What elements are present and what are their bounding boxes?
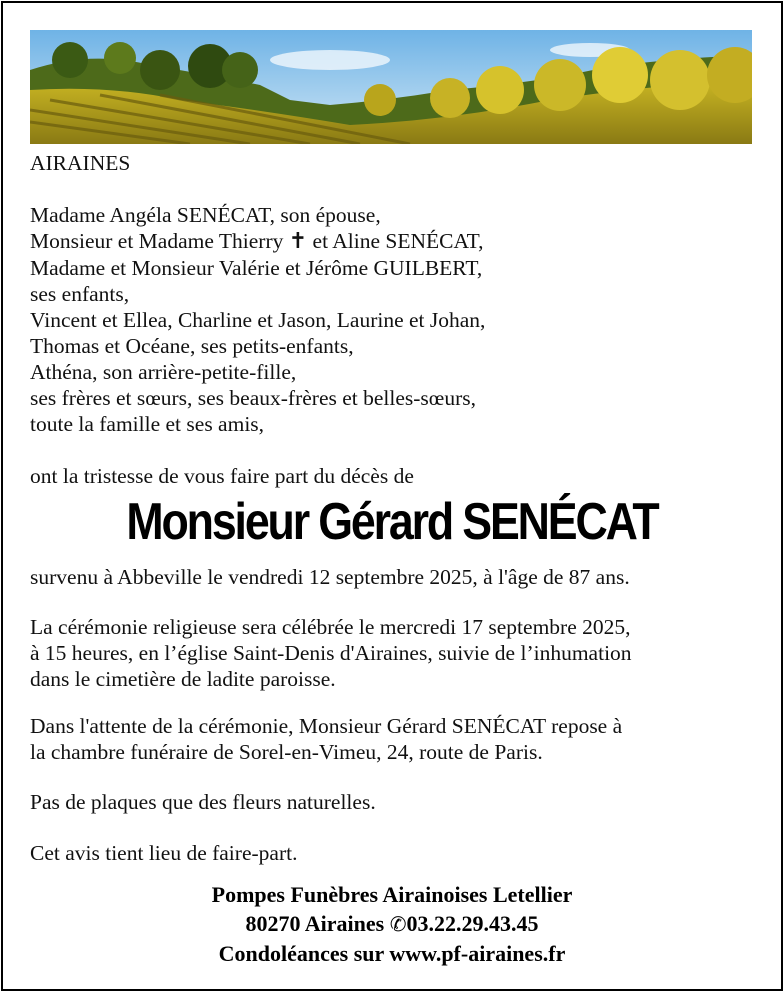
rest-line: la chambre funéraire de Sorel-en-Vimeu, 24, route de Paris. [30,740,543,764]
announcement-intro: ont la tristesse de vous faire part du décès de [30,464,414,488]
rest-line: Dans l'attente de la cérémonie, Monsieur Gérard SENÉCAT repose à [30,714,623,738]
condolences-link[interactable]: Condoléances sur www.pf-airaines.fr [218,941,566,966]
phone-number[interactable]: 03.22.29.43.45 [406,911,539,936]
postal-address: 80270 Airaines [245,911,385,936]
cross-icon: ✝ [288,229,308,254]
announcement-body [30,150,760,489]
company-name: Pompes Funèbres Airainoises Letellier [211,882,573,907]
rest-location [30,713,760,765]
town-name: AIRAINES [30,151,131,175]
funeral-home-footer [0,880,784,968]
ceremony-line: à 15 heures, en l’église Saint-Denis d'Airaines, suivie de l’inhumation [30,641,632,665]
ceremony-details [30,614,760,692]
ceremony-line: La cérémonie religieuse sera célébrée le mercredi 17 septembre 2025, [30,615,631,639]
deceased-name: Monsieur Gérard SENÉCAT [126,493,658,551]
family-line: ses frères et sœurs, ses beaux-frères et belles-sœurs, [30,386,476,410]
address-phone [0,909,784,939]
notice-note: Cet avis tient lieu de faire-part. [30,841,298,865]
vineyard-landscape-image [30,30,752,144]
family-line: Athéna, son arrière-petite-fille, [30,360,297,384]
phone-icon: ✆ [389,912,407,936]
death-info: survenu à Abbeville le vendredi 12 septembre 2025, à l'âge de 87 ans. [30,565,630,589]
flowers-note: Pas de plaques que des fleurs naturelles. [30,790,376,814]
family-line: ses enfants, [30,282,130,306]
family-line: Monsieur et Madame Thierry ✝ et Aline SENÉCAT, [30,229,484,254]
family-line: Thomas et Océane, ses petits-enfants, [30,334,354,358]
family-line: toute la famille et ses amis, [30,412,265,436]
family-line: Madame et Monsieur Valérie et Jérôme GUILBERT, [30,256,483,280]
family-line: Madame Angéla SENÉCAT, son épouse, [30,203,381,227]
family-line: Vincent et Ellea, Charline et Jason, Laurine et Johan, [30,308,486,332]
ceremony-line: dans le cimetière de ladite paroisse. [30,667,336,691]
